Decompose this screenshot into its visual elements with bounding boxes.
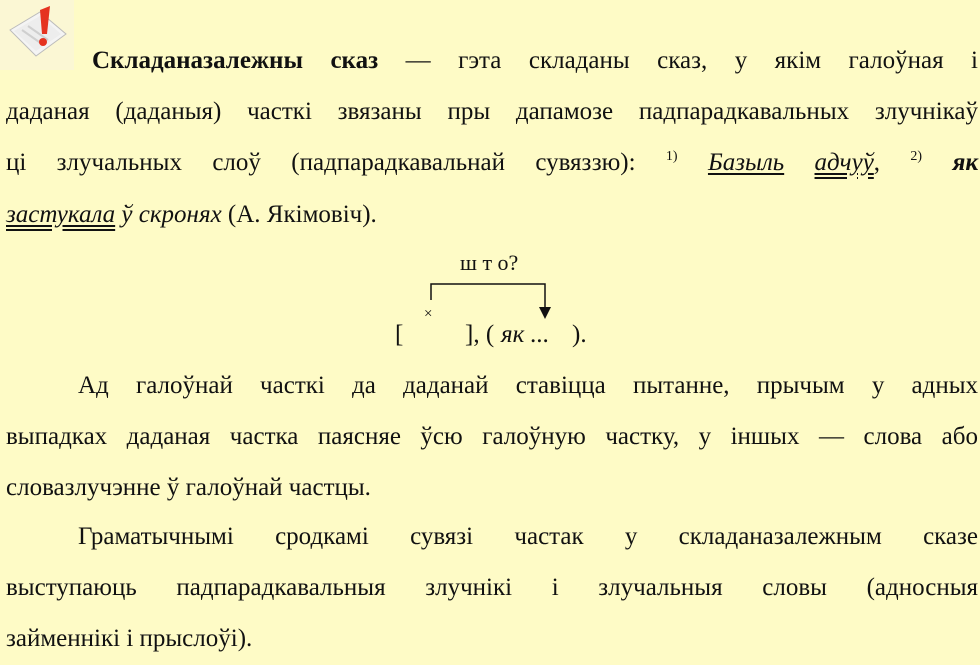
- marker-2: 2): [910, 149, 923, 164]
- scheme-end: ).: [572, 321, 587, 348]
- definition-line-2: даданая (даданыя) часткі звязаны пры дапамозе падпарадкавальных злучнікаў: [6, 98, 978, 125]
- scheme-conjunction: як ...: [501, 321, 550, 348]
- comma: ,: [873, 149, 911, 176]
- sentence-scheme: [380, 240, 620, 360]
- definition-text-3: ці злучальных слоў (падпарадкавальнай сувяззю):: [6, 149, 666, 176]
- paragraph-3-line-1: Граматычнымі сродкамі сувязі частак у складаназалежным сказе: [78, 523, 978, 550]
- marker-1: 1): [665, 149, 678, 164]
- example-rest: ў скронях: [115, 201, 222, 228]
- paragraph-2-line-1: Ад галоўнай часткі да даданай ставіцца пытанне, прычым у адных: [78, 372, 978, 399]
- paragraph-3-line-3: займеннікі і прыслоўі).: [6, 625, 253, 652]
- scheme-close-part: ], (: [465, 321, 495, 348]
- example-conjunction: як: [952, 149, 978, 176]
- scheme-arrowhead: [539, 307, 551, 319]
- scheme-open-bracket: [: [395, 321, 404, 348]
- scheme-arrow-line: [431, 284, 545, 312]
- example-subject: Базыль: [707, 149, 785, 176]
- definition-text: — гэта складаны сказ, у якім галоўная і: [378, 47, 978, 74]
- scheme-cross: ×: [424, 306, 433, 322]
- definition-line-3: [6, 148, 978, 178]
- paragraph-3-line-2: выступаюць падпарадкавальныя злучнікі і злучальныя словы (адносныя: [6, 574, 978, 601]
- definition-line-1: [92, 46, 978, 76]
- example-predicate: адчуў: [814, 149, 874, 176]
- note-exclamation-icon: [0, 0, 74, 70]
- term: Складаназалежны сказ: [92, 47, 379, 74]
- paragraph-2-line-3: словазлучэнне ў галоўнай частцы.: [6, 474, 371, 501]
- example-author: (А. Якімовіч).: [221, 201, 377, 228]
- example-predicate-2: застукала: [6, 201, 116, 228]
- paragraph-2-line-2: выпадках даданая частка паясняе ўсю галоўную частку, у іншых — слова або: [6, 423, 978, 450]
- scheme-question: ш т о?: [460, 250, 519, 275]
- example-line: [6, 200, 978, 230]
